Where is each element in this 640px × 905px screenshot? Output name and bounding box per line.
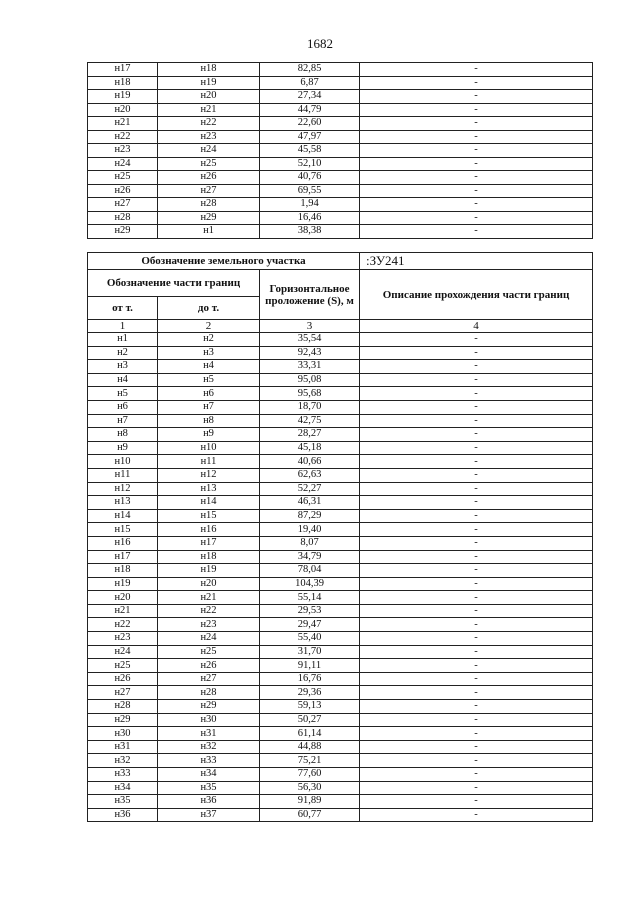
cell-to-point: н25 xyxy=(158,157,260,171)
cell-length: 6,87 xyxy=(260,76,360,90)
cell-to-point: н2 xyxy=(158,333,260,347)
table-row xyxy=(88,130,593,144)
cell-description: - xyxy=(360,130,593,144)
cell-to-point: н4 xyxy=(158,360,260,374)
table-row xyxy=(88,686,593,700)
header-to: до т. xyxy=(158,297,260,320)
cell-from-point: н6 xyxy=(88,400,158,414)
table-row xyxy=(88,333,593,347)
cell-length: 16,76 xyxy=(260,672,360,686)
table-row xyxy=(88,523,593,537)
table-row xyxy=(88,700,593,714)
table-row xyxy=(88,211,593,225)
cell-from-point: н26 xyxy=(88,184,158,198)
cell-from-point: н28 xyxy=(88,211,158,225)
page-number: 1682 xyxy=(307,36,333,51)
cell-description: - xyxy=(360,564,593,578)
cell-to-point: н15 xyxy=(158,509,260,523)
cell-from-point: н22 xyxy=(88,618,158,632)
cell-description: - xyxy=(360,455,593,469)
table-row xyxy=(88,441,593,455)
cell-from-point: н18 xyxy=(88,76,158,90)
table-row xyxy=(88,428,593,442)
cell-from-point: н32 xyxy=(88,754,158,768)
cell-description: - xyxy=(360,198,593,212)
cell-description: - xyxy=(360,509,593,523)
cell-from-point: н11 xyxy=(88,468,158,482)
cell-to-point: н20 xyxy=(158,577,260,591)
cell-description: - xyxy=(360,90,593,104)
cell-to-point: н26 xyxy=(158,171,260,185)
cell-length: 18,70 xyxy=(260,400,360,414)
cell-to-point: н21 xyxy=(158,103,260,117)
cell-to-point: н6 xyxy=(158,387,260,401)
table-row xyxy=(88,659,593,673)
table-row xyxy=(88,455,593,469)
cell-from-point: н20 xyxy=(88,103,158,117)
cell-to-point: н34 xyxy=(158,768,260,782)
cell-length: 16,46 xyxy=(260,211,360,225)
table-row xyxy=(88,63,593,77)
cell-description: - xyxy=(360,76,593,90)
cell-description: - xyxy=(360,360,593,374)
cell-from-point: н24 xyxy=(88,157,158,171)
cell-to-point: н22 xyxy=(158,117,260,131)
table-row xyxy=(88,550,593,564)
cell-description: - xyxy=(360,63,593,77)
cell-to-point: н29 xyxy=(158,211,260,225)
table-row xyxy=(88,577,593,591)
cell-to-point: н3 xyxy=(158,346,260,360)
cell-to-point: н19 xyxy=(158,564,260,578)
column-number: 2 xyxy=(158,320,260,333)
cell-to-point: н10 xyxy=(158,441,260,455)
cell-to-point: н18 xyxy=(158,550,260,564)
cell-length: 55,40 xyxy=(260,632,360,646)
cell-from-point: н2 xyxy=(88,346,158,360)
cell-from-point: н21 xyxy=(88,604,158,618)
cell-length: 40,66 xyxy=(260,455,360,469)
cell-length: 52,10 xyxy=(260,157,360,171)
cell-length: 62,63 xyxy=(260,468,360,482)
table-row xyxy=(88,225,593,239)
cell-to-point: н32 xyxy=(158,740,260,754)
cell-from-point: н16 xyxy=(88,536,158,550)
header-from: от т. xyxy=(88,297,158,320)
cell-length: 77,60 xyxy=(260,768,360,782)
cell-description: - xyxy=(360,645,593,659)
cell-from-point: н29 xyxy=(88,713,158,727)
cell-length: 56,30 xyxy=(260,781,360,795)
cell-from-point: н23 xyxy=(88,632,158,646)
cell-from-point: н25 xyxy=(88,659,158,673)
cell-to-point: н31 xyxy=(158,727,260,741)
cell-to-point: н27 xyxy=(158,184,260,198)
cell-length: 78,04 xyxy=(260,564,360,578)
cell-description: - xyxy=(360,727,593,741)
plot-title-row xyxy=(88,253,593,270)
table-row xyxy=(88,103,593,117)
cell-to-point: н25 xyxy=(158,645,260,659)
table-row xyxy=(88,509,593,523)
table-row xyxy=(88,90,593,104)
table-row xyxy=(88,482,593,496)
table-row xyxy=(88,373,593,387)
cell-to-point: н9 xyxy=(158,428,260,442)
cell-description: - xyxy=(360,387,593,401)
cell-from-point: н27 xyxy=(88,198,158,212)
cell-to-point: н28 xyxy=(158,686,260,700)
cell-description: - xyxy=(360,713,593,727)
cell-description: - xyxy=(360,550,593,564)
cell-description: - xyxy=(360,400,593,414)
cell-description: - xyxy=(360,441,593,455)
header-description: Описание прохождения части границ xyxy=(360,270,593,320)
cell-from-point: н19 xyxy=(88,90,158,104)
cell-from-point: н15 xyxy=(88,523,158,537)
cell-length: 55,14 xyxy=(260,591,360,605)
plot-number: :ЗУ241 xyxy=(360,253,593,270)
boundary-table-body xyxy=(88,253,593,822)
cell-to-point: н7 xyxy=(158,400,260,414)
header-length: Горизонтальное проложение (S), м xyxy=(260,270,360,320)
cell-from-point: н34 xyxy=(88,781,158,795)
cell-from-point: н35 xyxy=(88,795,158,809)
cell-description: - xyxy=(360,781,593,795)
cell-description: - xyxy=(360,659,593,673)
cell-length: 35,54 xyxy=(260,333,360,347)
cell-to-point: н23 xyxy=(158,618,260,632)
cell-length: 91,89 xyxy=(260,795,360,809)
cell-description: - xyxy=(360,754,593,768)
cell-from-point: н27 xyxy=(88,686,158,700)
cell-to-point: н13 xyxy=(158,482,260,496)
table-row xyxy=(88,781,593,795)
cell-description: - xyxy=(360,618,593,632)
cell-length: 45,58 xyxy=(260,144,360,158)
cell-from-point: н12 xyxy=(88,482,158,496)
cell-to-point: н30 xyxy=(158,713,260,727)
table-row xyxy=(88,713,593,727)
cell-description: - xyxy=(360,482,593,496)
cell-length: 46,31 xyxy=(260,496,360,510)
cell-description: - xyxy=(360,808,593,822)
cell-to-point: н24 xyxy=(158,144,260,158)
cell-description: - xyxy=(360,700,593,714)
cell-description: - xyxy=(360,536,593,550)
table-row xyxy=(88,727,593,741)
cell-from-point: н25 xyxy=(88,171,158,185)
cell-from-point: н13 xyxy=(88,496,158,510)
cell-length: 44,88 xyxy=(260,740,360,754)
cell-from-point: н36 xyxy=(88,808,158,822)
cell-from-point: н29 xyxy=(88,225,158,239)
cell-length: 27,34 xyxy=(260,90,360,104)
column-header-row xyxy=(88,270,593,297)
cell-length: 29,36 xyxy=(260,686,360,700)
cell-length: 42,75 xyxy=(260,414,360,428)
cell-from-point: н22 xyxy=(88,130,158,144)
cell-to-point: н14 xyxy=(158,496,260,510)
cell-length: 40,76 xyxy=(260,171,360,185)
cell-to-point: н23 xyxy=(158,130,260,144)
cell-length: 69,55 xyxy=(260,184,360,198)
cell-to-point: н11 xyxy=(158,455,260,469)
cell-length: 28,27 xyxy=(260,428,360,442)
table-row xyxy=(88,808,593,822)
table-row xyxy=(88,184,593,198)
cell-from-point: н28 xyxy=(88,700,158,714)
boundary-table-continued-body xyxy=(88,63,593,239)
cell-to-point: н8 xyxy=(158,414,260,428)
table-row xyxy=(88,171,593,185)
cell-description: - xyxy=(360,632,593,646)
cell-length: 34,79 xyxy=(260,550,360,564)
table-row xyxy=(88,672,593,686)
cell-to-point: н24 xyxy=(158,632,260,646)
cell-from-point: н30 xyxy=(88,727,158,741)
cell-length: 50,27 xyxy=(260,713,360,727)
cell-description: - xyxy=(360,103,593,117)
table-row xyxy=(88,387,593,401)
cell-description: - xyxy=(360,184,593,198)
cell-description: - xyxy=(360,171,593,185)
cell-to-point: н22 xyxy=(158,604,260,618)
cell-description: - xyxy=(360,373,593,387)
plot-label: Обозначение земельного участка xyxy=(88,253,360,270)
cell-from-point: н19 xyxy=(88,577,158,591)
cell-to-point: н18 xyxy=(158,63,260,77)
table-row xyxy=(88,754,593,768)
column-number-row xyxy=(88,320,593,333)
cell-description: - xyxy=(360,496,593,510)
cell-from-point: н3 xyxy=(88,360,158,374)
cell-from-point: н17 xyxy=(88,550,158,564)
cell-description: - xyxy=(360,672,593,686)
cell-description: - xyxy=(360,333,593,347)
table-row xyxy=(88,346,593,360)
cell-from-point: н8 xyxy=(88,428,158,442)
cell-length: 92,43 xyxy=(260,346,360,360)
cell-from-point: н23 xyxy=(88,144,158,158)
cell-description: - xyxy=(360,577,593,591)
cell-length: 60,77 xyxy=(260,808,360,822)
cell-from-point: н26 xyxy=(88,672,158,686)
cell-description: - xyxy=(360,346,593,360)
table-row xyxy=(88,496,593,510)
cell-to-point: н12 xyxy=(158,468,260,482)
cell-to-point: н21 xyxy=(158,591,260,605)
cell-from-point: н5 xyxy=(88,387,158,401)
cell-from-point: н14 xyxy=(88,509,158,523)
cell-from-point: н10 xyxy=(88,455,158,469)
header-parts: Обозначение части границ xyxy=(88,270,260,297)
table-row xyxy=(88,768,593,782)
cell-to-point: н35 xyxy=(158,781,260,795)
cell-from-point: н31 xyxy=(88,740,158,754)
cell-length: 61,14 xyxy=(260,727,360,741)
cell-from-point: н24 xyxy=(88,645,158,659)
table-row xyxy=(88,604,593,618)
cell-length: 104,39 xyxy=(260,577,360,591)
cell-description: - xyxy=(360,768,593,782)
table-row xyxy=(88,591,593,605)
cell-to-point: н29 xyxy=(158,700,260,714)
table-row xyxy=(88,645,593,659)
cell-description: - xyxy=(360,523,593,537)
cell-to-point: н28 xyxy=(158,198,260,212)
cell-to-point: н1 xyxy=(158,225,260,239)
cell-description: - xyxy=(360,144,593,158)
cell-to-point: н20 xyxy=(158,90,260,104)
cell-from-point: н9 xyxy=(88,441,158,455)
cell-length: 95,68 xyxy=(260,387,360,401)
cell-description: - xyxy=(360,414,593,428)
cell-from-point: н33 xyxy=(88,768,158,782)
cell-description: - xyxy=(360,117,593,131)
table-row xyxy=(88,468,593,482)
cell-length: 59,13 xyxy=(260,700,360,714)
table-row xyxy=(88,400,593,414)
table-row xyxy=(88,536,593,550)
table-row xyxy=(88,360,593,374)
table-row xyxy=(88,795,593,809)
table-row xyxy=(88,198,593,212)
cell-from-point: н18 xyxy=(88,564,158,578)
cell-length: 1,94 xyxy=(260,198,360,212)
cell-description: - xyxy=(360,157,593,171)
cell-length: 8,07 xyxy=(260,536,360,550)
cell-to-point: н17 xyxy=(158,536,260,550)
cell-description: - xyxy=(360,740,593,754)
cell-description: - xyxy=(360,211,593,225)
table-row xyxy=(88,632,593,646)
cell-length: 19,40 xyxy=(260,523,360,537)
cell-length: 38,38 xyxy=(260,225,360,239)
cell-from-point: н17 xyxy=(88,63,158,77)
cell-to-point: н27 xyxy=(158,672,260,686)
cell-length: 82,85 xyxy=(260,63,360,77)
cell-description: - xyxy=(360,591,593,605)
cell-length: 31,70 xyxy=(260,645,360,659)
cell-length: 52,27 xyxy=(260,482,360,496)
cell-from-point: н21 xyxy=(88,117,158,131)
cell-length: 95,08 xyxy=(260,373,360,387)
table-row xyxy=(88,144,593,158)
table-row xyxy=(88,157,593,171)
table-row xyxy=(88,414,593,428)
column-number: 3 xyxy=(260,320,360,333)
cell-to-point: н5 xyxy=(158,373,260,387)
column-number: 1 xyxy=(88,320,158,333)
cell-to-point: н33 xyxy=(158,754,260,768)
cell-description: - xyxy=(360,428,593,442)
table-row xyxy=(88,564,593,578)
cell-to-point: н36 xyxy=(158,795,260,809)
cell-length: 91,11 xyxy=(260,659,360,673)
cell-description: - xyxy=(360,686,593,700)
cell-to-point: н16 xyxy=(158,523,260,537)
cell-length: 47,97 xyxy=(260,130,360,144)
cell-description: - xyxy=(360,795,593,809)
cell-length: 22,60 xyxy=(260,117,360,131)
cell-length: 33,31 xyxy=(260,360,360,374)
boundary-table-continued xyxy=(87,62,593,239)
cell-length: 75,21 xyxy=(260,754,360,768)
cell-from-point: н7 xyxy=(88,414,158,428)
column-number: 4 xyxy=(360,320,593,333)
boundary-table xyxy=(87,252,593,822)
cell-length: 29,47 xyxy=(260,618,360,632)
cell-description: - xyxy=(360,604,593,618)
cell-description: - xyxy=(360,225,593,239)
cell-length: 44,79 xyxy=(260,103,360,117)
cell-to-point: н37 xyxy=(158,808,260,822)
cell-from-point: н20 xyxy=(88,591,158,605)
table-row xyxy=(88,76,593,90)
table-row xyxy=(88,740,593,754)
table-row xyxy=(88,117,593,131)
cell-to-point: н19 xyxy=(158,76,260,90)
cell-description: - xyxy=(360,468,593,482)
cell-length: 29,53 xyxy=(260,604,360,618)
cell-from-point: н1 xyxy=(88,333,158,347)
cell-length: 87,29 xyxy=(260,509,360,523)
cell-length: 45,18 xyxy=(260,441,360,455)
cell-to-point: н26 xyxy=(158,659,260,673)
table-row xyxy=(88,618,593,632)
cell-from-point: н4 xyxy=(88,373,158,387)
